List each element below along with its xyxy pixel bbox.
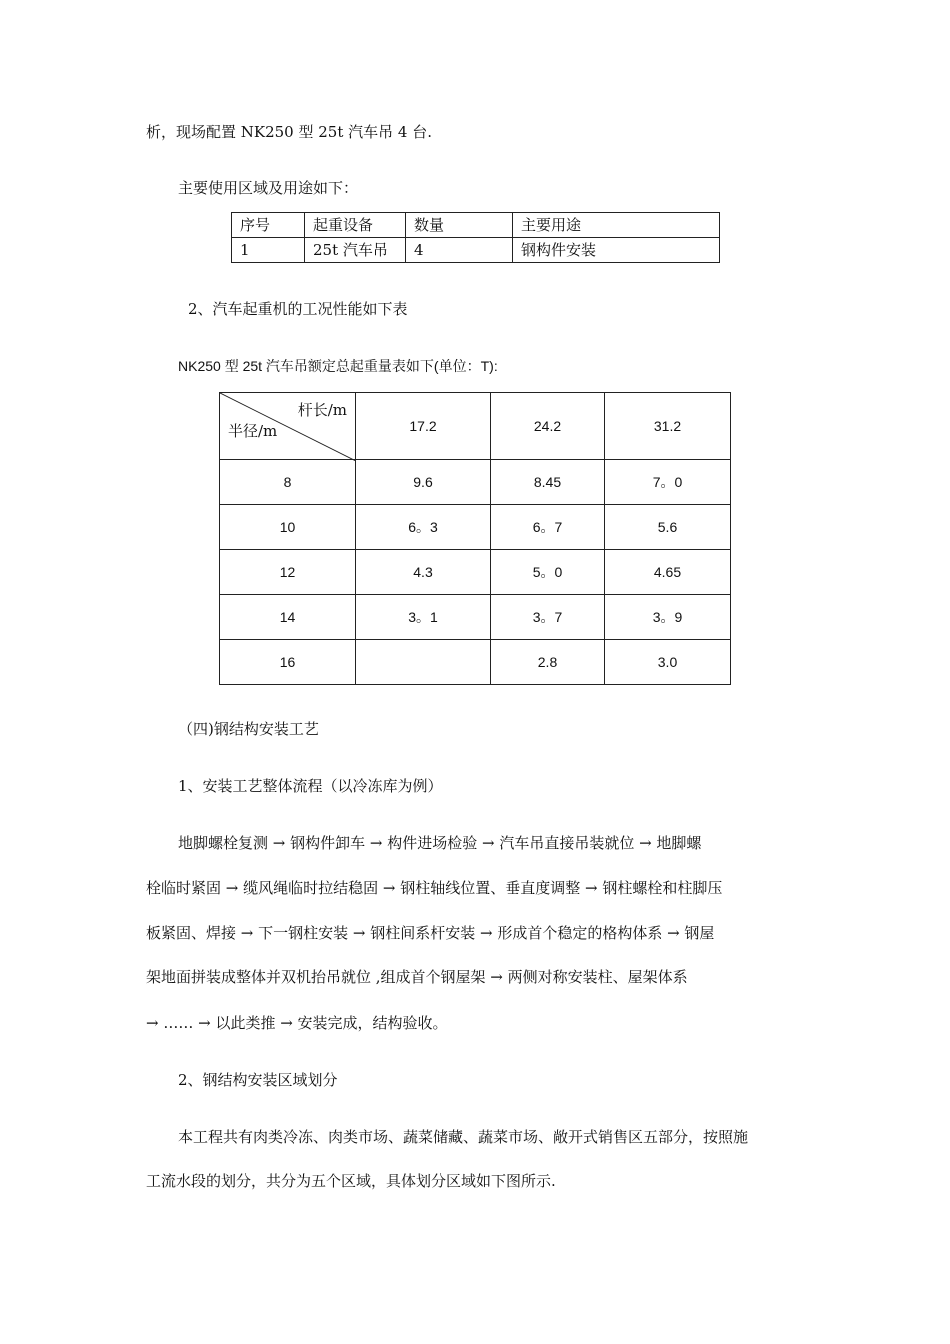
capacity-header-row xyxy=(220,393,731,460)
radius-cell: 10 xyxy=(220,505,356,550)
radius-cell: 8 xyxy=(220,460,356,505)
process-heading: 1、安装工艺整体流程（以冷冻库为例） xyxy=(178,777,443,795)
radius-cell: 14 xyxy=(220,595,356,640)
capacity-cell: 4.65 xyxy=(605,550,731,595)
capacity-cell: 3。1 xyxy=(356,595,491,640)
capacity-caption: NK250 型 25t 汽车吊额定总起重量表如下(单位：T): xyxy=(178,358,498,374)
boom-length-header: 24.2 xyxy=(491,393,605,460)
process-line: 架地面拼装成整体并双机抬吊就位 ,组成首个钢屋架 → 两侧对称安装柱、屋架体系 xyxy=(146,968,688,986)
capacity-cell: 6。7 xyxy=(491,505,605,550)
section4-heading: （四)钢结构安装工艺 xyxy=(178,720,319,738)
boom-length-header: 31.2 xyxy=(605,393,731,460)
usage-table xyxy=(231,212,720,263)
capacity-cell: 5。0 xyxy=(491,550,605,595)
radius-cell: 16 xyxy=(220,640,356,685)
capacity-cell: 3.0 xyxy=(605,640,731,685)
capacity-cell: 3。7 xyxy=(491,595,605,640)
corner-header-cell xyxy=(220,393,356,460)
capacity-row xyxy=(220,550,731,595)
process-line: → …… → 以此类推 → 安装完成，结构验收。 xyxy=(146,1014,448,1032)
capacity-cell: 2.8 xyxy=(491,640,605,685)
usage-col-header: 主要用途 xyxy=(513,213,720,238)
usage-col-header: 起重设备 xyxy=(305,213,406,238)
capacity-cell: 9.6 xyxy=(356,460,491,505)
usage-heading: 主要使用区域及用途如下： xyxy=(178,179,359,197)
section2-heading: 2、汽车起重机的工况性能如下表 xyxy=(188,300,408,318)
usage-col-header: 序号 xyxy=(232,213,305,238)
capacity-cell: 6。3 xyxy=(356,505,491,550)
process-line: 栓临时紧固 → 缆风绳临时拉结稳固 → 钢柱轴线位置、垂直度调整 → 钢柱螺栓和柱脚压 xyxy=(146,879,723,897)
zone-paragraph-line: 本工程共有肉类冷冻、肉类市场、蔬菜储藏、蔬菜市场、敞开式销售区五部分，按照施 xyxy=(178,1128,749,1146)
zone-heading: 2、钢结构安装区域划分 xyxy=(178,1071,338,1089)
process-line: 板紧固、焊接 → 下一钢柱安装 → 钢柱间系杆安装 → 形成首个稳定的格构体系 → 钢屋 xyxy=(146,924,715,942)
capacity-cell: 8.45 xyxy=(491,460,605,505)
capacity-row xyxy=(220,640,731,685)
capacity-row xyxy=(220,505,731,550)
capacity-table xyxy=(219,392,731,685)
intro-paragraph: 析，现场配置 NK250 型 25t 汽车吊 4 台. xyxy=(146,123,432,141)
usage-col-header: 数量 xyxy=(406,213,513,238)
usage-cell: 钢构件安装 xyxy=(513,238,720,263)
capacity-cell xyxy=(356,640,491,685)
boom-length-label: 杆长/m xyxy=(297,401,347,419)
capacity-cell: 4.3 xyxy=(356,550,491,595)
capacity-cell: 3。9 xyxy=(605,595,731,640)
process-line: 地脚螺栓复测 → 钢构件卸车 → 构件进场检验 → 汽车吊直接吊装就位 → 地脚螺 xyxy=(178,834,702,852)
capacity-row xyxy=(220,460,731,505)
radius-cell: 12 xyxy=(220,550,356,595)
zone-paragraph-line: 工流水段的划分，共分为五个区域，具体划分区域如下图所示. xyxy=(146,1172,556,1190)
usage-table-header-row xyxy=(232,213,720,238)
boom-length-header: 17.2 xyxy=(356,393,491,460)
usage-table-row xyxy=(232,238,720,263)
radius-label: 半径/m xyxy=(228,422,278,440)
capacity-cell: 5.6 xyxy=(605,505,731,550)
usage-cell: 25t 汽车吊 xyxy=(305,238,406,263)
usage-cell: 1 xyxy=(232,238,305,263)
capacity-cell: 7。0 xyxy=(605,460,731,505)
usage-cell: 4 xyxy=(406,238,513,263)
capacity-row xyxy=(220,595,731,640)
